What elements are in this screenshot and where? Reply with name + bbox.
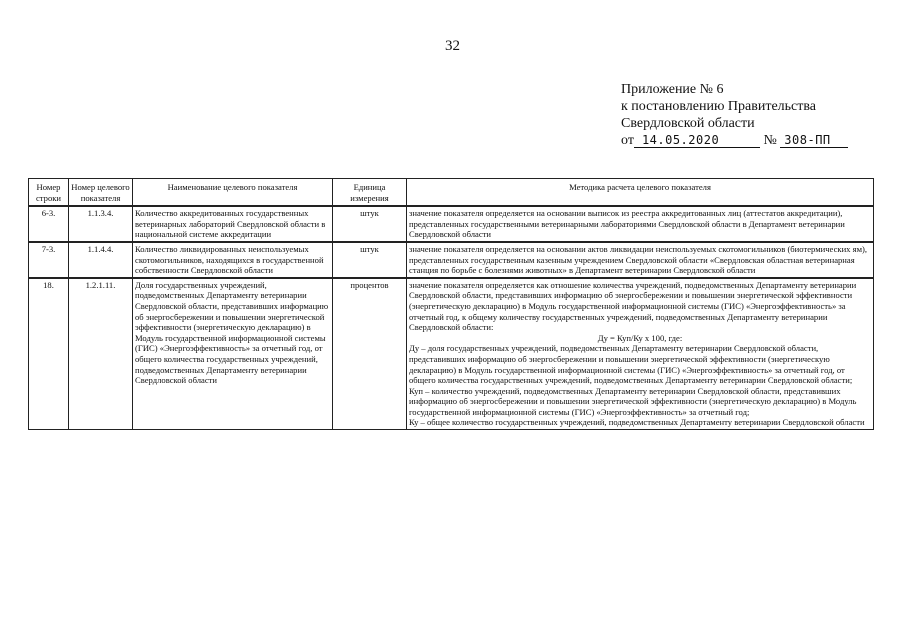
unit: штук — [333, 206, 407, 242]
row-number: 18. — [29, 278, 69, 430]
indicator-name: Доля государственных учреждений, подведомственных Департаменту ветеринарии Свердловской области, представивших информацию об энергосбережении и повышении энергетической эффективности (энергетическую декларацию) в Модуль государственной информационной системы (ГИС) «Энергоэффективность» за отчетный год, от общего количества государственных учреждений, подведомственных Департаменту ветеринарии Свердловской области — [133, 278, 333, 430]
method-paragraph: значение показателя определяется на основании актов ликвидации неиспользуемых скотомогильников (биотермических ям), представленных государственным казенным учреждением Свердловской области «Свердловская областная ветеринарная станция по борьбе с болезнями животных» в Департамент ветеринарии Свердловской области — [409, 243, 868, 276]
header-row-number: Номер строки — [29, 179, 69, 207]
appendix-resolution: к постановлению Правительства — [621, 99, 817, 114]
appendix-title: Приложение № 6 — [621, 82, 724, 97]
method-paragraph: Ку – общее количество государственных учреждений, подведомственных Департаменту ветеринарии Свердловской области — [409, 417, 865, 428]
unit: штук — [333, 242, 407, 278]
appendix-date-line — [621, 132, 848, 149]
appendix-region: Свердловской области — [621, 116, 755, 131]
resolution-number: 308-ПП — [780, 133, 848, 148]
method-paragraph: Ду – доля государственных учреждений, подведомственных Департаменту ветеринарии Свердловской области, представивших информацию об энергосбережении и повышении энергетической эффективности (энергетическую декларацию) в Модуль государственной информационной системы (ГИС) «Энергоэффективность» за отчетный год, от общего количества государственных учреждений, подведомственных Департаменту ветеринарии Свердловской области; — [409, 343, 853, 386]
header-indicator-name: Наименование целевого показателя — [133, 179, 333, 207]
indicator-name: Количество аккредитованных государственных ветеринарных лабораторий Свердловской области в национальной системе аккредитации — [133, 206, 333, 242]
table-header-row — [29, 179, 874, 207]
number-prefix: № — [763, 133, 777, 148]
appendix-header — [621, 81, 848, 149]
indicator-number: 1.1.4.4. — [69, 242, 133, 278]
indicator-number: 1.1.3.4. — [69, 206, 133, 242]
indicator-name: Количество ликвидированных неиспользуемых скотомогильников, находящихся в государственной собственности Свердловской области — [133, 242, 333, 278]
method — [407, 242, 874, 278]
header-indicator-number: Номер целевого показателя — [69, 179, 133, 207]
table-row — [29, 242, 874, 278]
indicator-number: 1.2.1.11. — [69, 278, 133, 430]
row-number: 6-3. — [29, 206, 69, 242]
method — [407, 206, 874, 242]
page-number: 32 — [445, 38, 460, 54]
method-paragraph: значение показателя определяется на основании выписок из реестра аккредитованных лиц (аттестатов аккредитации), представленных государственными ветеринарными лабораториями Свердловской области в Департамент ветеринарии Свердловской области — [409, 208, 845, 240]
date-prefix: от — [621, 133, 634, 148]
resolution-date: 14.05.2020 — [634, 133, 760, 148]
method-paragraph: Куп – количество учреждений, подведомственных Департаменту ветеринарии Свердловской области, представивших информацию об энергосбережении и повышении энергетической эффективности (энергетическую декларацию) в Модуль государственной информационной системы (ГИС) «Энергоэффективность» за отчетный год; — [409, 385, 857, 417]
method — [407, 278, 874, 430]
table-row — [29, 206, 874, 242]
header-method: Методика расчета целевого показателя — [407, 179, 874, 207]
method-formula: Ду = Куп/Ку х 100, где: — [597, 332, 683, 343]
method-paragraph: значение показателя определяется как отношение количества учреждений, подведомственных Департаменту ветеринарии Свердловской области, представивших информацию об энергосбережении и повышении энергетической эффективности (энергетическую декларацию) в Модуль государственной информационной системы (ГИС) «Энергоэффективность» за отчетный год, к общему количеству государственных учреждений, подведомственных Департаменту ветеринарии Свердловской области: — [409, 279, 857, 333]
indicators-table — [28, 178, 874, 430]
header-unit: Единица измерения — [333, 179, 407, 207]
row-number: 7-3. — [29, 242, 69, 278]
unit: процентов — [333, 278, 407, 430]
table-row — [29, 278, 874, 430]
